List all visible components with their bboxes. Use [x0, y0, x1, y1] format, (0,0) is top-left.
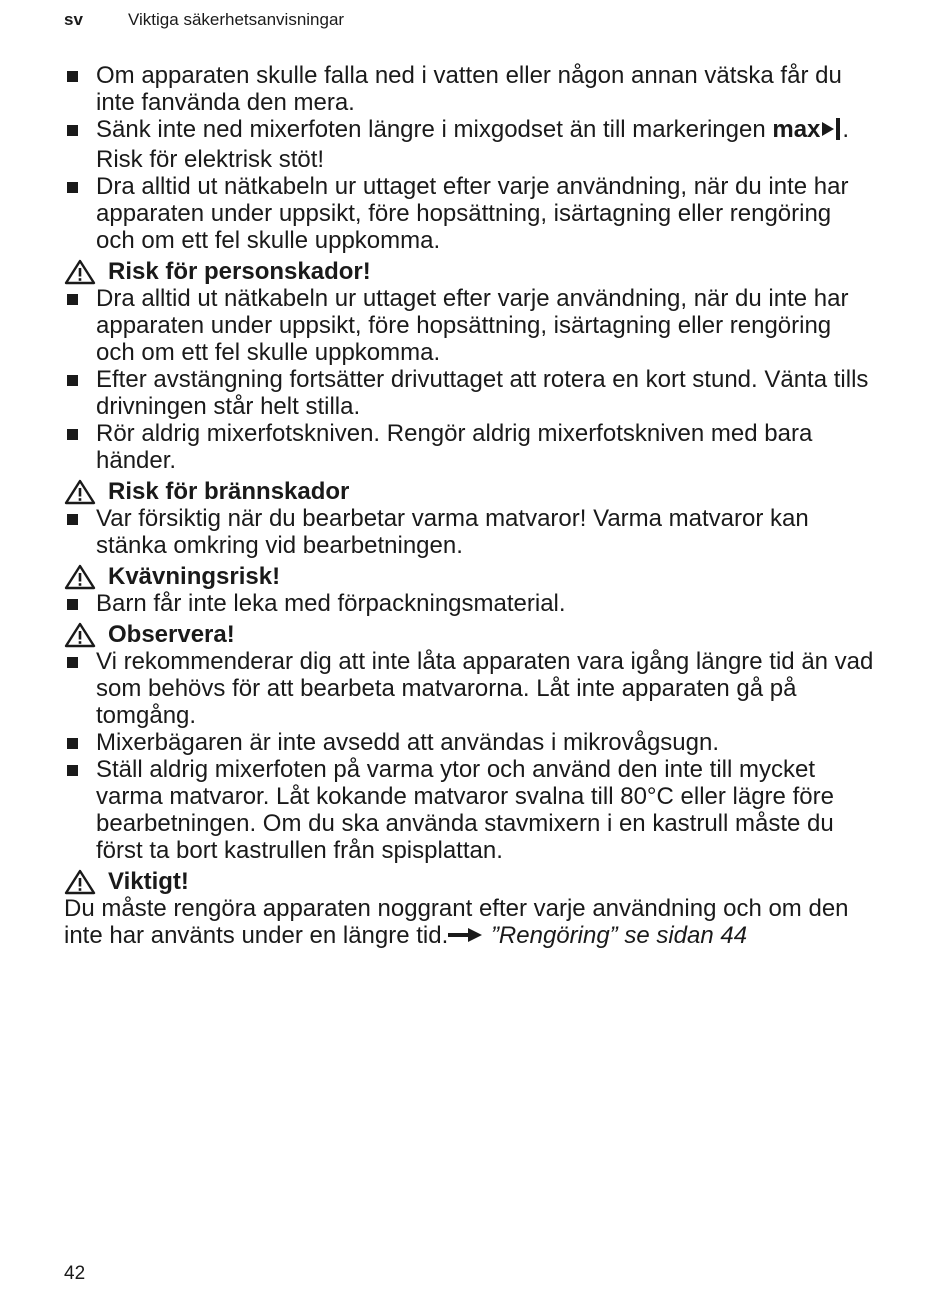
list-item: Vi rekommenderar dig att inte låta apparaten vara igång längre tid än vad som behövs för att bearbeta matvarorna. Låt inte apparaten gå på tomgång. [64, 648, 874, 729]
bullet-icon [67, 599, 78, 610]
warning-triangle-icon [64, 479, 96, 505]
bullet-icon [67, 125, 78, 136]
arrow-right-icon [448, 922, 484, 949]
warning-heading: Kvävningsrisk! [64, 563, 874, 590]
list-item: Mixerbägaren är inte avsedd att användas i mikrovågsugn. [64, 729, 874, 756]
warning-heading: Viktigt! [64, 868, 874, 895]
bullet-icon [67, 71, 78, 82]
intro-list [64, 62, 874, 254]
personal-injury-list [64, 285, 874, 474]
max-marking: max [772, 116, 821, 143]
list-item: Ställ aldrig mixerfoten på varma ytor och använd den inte till mycket varma matvaror. Låt kokande matvaror svalna till 80°C eller lägre före bearbetningen. Om du ska använda stavmixern i en kastrull måste du först ta bort kastrullen från spisplattan. [64, 756, 874, 864]
warning-triangle-icon [64, 259, 96, 285]
page-number: 42 [64, 1263, 86, 1284]
list-item: Var försiktig när du bearbetar varma matvaror! Varma matvaror kan stänka omkring vid bearbetningen. [64, 505, 874, 559]
warning-heading: Risk för brännskador [64, 478, 874, 505]
warning-triangle-icon [64, 869, 96, 895]
list-item: Om apparaten skulle falla ned i vatten eller någon annan vätska får du inte fanvända den mera. [64, 62, 874, 116]
warning-triangle-icon [64, 564, 96, 590]
page-content [64, 62, 874, 949]
list-item: Rör aldrig mixerfotskniven. Rengör aldrig mixerfotskniven med bara händer. [64, 420, 874, 474]
bullet-icon [67, 657, 78, 668]
suffocation-risk-list [64, 590, 874, 617]
bullet-icon [67, 294, 78, 305]
caution-list [64, 648, 874, 864]
burn-risk-list [64, 505, 874, 559]
list-item: Efter avstängning fortsätter drivuttaget att rotera en kort stund. Vänta tills drivningen står helt stilla. [64, 366, 874, 420]
warning-heading: Observera! [64, 621, 874, 648]
page-header [64, 10, 344, 30]
important-paragraph: Du måste rengöra apparaten noggrant efter varje användning och om den inte har använts under en längre tid. ”Rengöring” se sidan 44 [64, 895, 849, 949]
bullet-icon [67, 765, 78, 776]
language-code: sv [64, 10, 83, 29]
warning-triangle-icon [64, 622, 96, 648]
bullet-icon [67, 429, 78, 440]
bullet-icon [67, 514, 78, 525]
warning-heading: Risk för personskador! [64, 258, 874, 285]
page-reference-link[interactable]: ”Rengöring” se sidan 44 [490, 922, 748, 949]
list-item: Sänk inte ned mixerfoten längre i mixgodset än till markeringen max . Risk för elektrisk stöt! [64, 116, 874, 173]
list-item: Dra alltid ut nätkabeln ur uttaget efter varje användning, när du inte har apparaten under uppsikt, före hopsättning, isärtagning eller rengöring och om ett fel skulle uppkomma. [64, 173, 874, 254]
list-item: Dra alltid ut nätkabeln ur uttaget efter varje användning, när du inte har apparaten under uppsikt, före hopsättning, isärtagning eller rengöring och om ett fel skulle uppkomma. [64, 285, 874, 366]
header-title: Viktiga säkerhetsanvisningar [128, 10, 345, 29]
list-item: Barn får inte leka med förpackningsmaterial. [64, 590, 874, 617]
max-marker-icon [820, 118, 842, 146]
bullet-icon [67, 738, 78, 749]
bullet-icon [67, 375, 78, 386]
bullet-icon [67, 182, 78, 193]
